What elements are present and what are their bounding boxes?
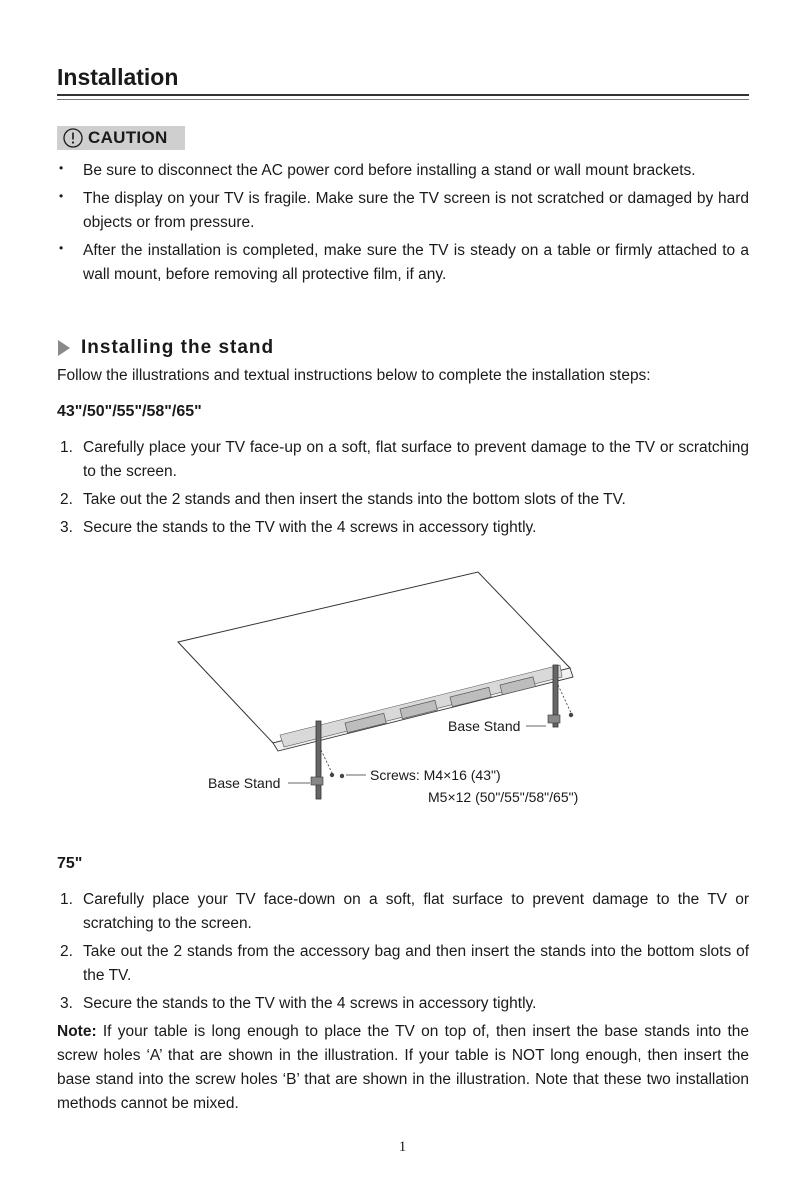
section-heading-label: Installing the stand [81, 337, 275, 358]
base-stand-right-label: Base Stand [448, 718, 521, 734]
caution-item [57, 159, 749, 183]
note-paragraph [57, 1020, 749, 1116]
caution-list [57, 159, 749, 291]
note-label: Note: [57, 1023, 97, 1040]
note-text: If your table is long enough to place the TV on top of, then insert the base stands into the screw holes ‘A’ that are shown in the illustration. If your table is NOT long enough, then insert the base stand into the screw holes ‘B’ that are shown in the illustration. Note that these two installation methods cannot be mixed. [57, 1023, 749, 1112]
screws-label-sizes: M5×12 (50"/55"/58"/65") [428, 789, 579, 805]
tv-stand-illustration [160, 565, 640, 815]
step-number: 2. [60, 943, 73, 960]
base-stand-left-label: Base Stand [208, 775, 281, 791]
step-text: Take out the 2 stands from the accessory bag and then insert the stands into the bottom slots of the TV. [83, 943, 749, 984]
step-number: 1. [60, 439, 73, 456]
step-item [57, 940, 749, 988]
step-item [57, 888, 749, 936]
bullet-dot-icon: • [59, 161, 64, 175]
page-title: Installation [57, 64, 179, 90]
step-number: 2. [60, 491, 73, 508]
caution-item-text: The display on your TV is fragile. Make sure the TV screen is not scratched or damaged by hard objects or from pressure. [83, 190, 749, 231]
title-rule-thick [57, 94, 749, 96]
caution-item [57, 239, 749, 287]
step-text: Take out the 2 stands and then insert the stands into the bottom slots of the TV. [83, 491, 626, 508]
step-item [57, 436, 749, 484]
step-number: 3. [60, 995, 73, 1012]
intro-text: Follow the illustrations and textual instructions below to complete the installation steps: [57, 367, 651, 384]
caution-banner [57, 126, 185, 150]
caution-circle-icon [62, 127, 84, 149]
title-rule-thin [57, 99, 749, 100]
step-text: Secure the stands to the TV with the 4 screws in accessory tightly. [83, 519, 537, 536]
bullet-dot-icon: • [59, 241, 64, 255]
models-b-steps [57, 888, 749, 1020]
step-item [57, 488, 749, 512]
page-number: 1 [398, 1139, 407, 1155]
caution-label: CAUTION [88, 128, 168, 147]
step-text: Carefully place your TV face-up on a soft, flat surface to prevent damage to the TV or scratching to the screen. [83, 439, 749, 480]
bullet-dot-icon: • [59, 189, 64, 203]
models-a-heading: 43"/50"/55"/58"/65" [57, 403, 202, 420]
caution-item-text: Be sure to disconnect the AC power cord before installing a stand or wall mount brackets. [83, 162, 696, 179]
step-number: 3. [60, 519, 73, 536]
step-number: 1. [60, 891, 73, 908]
models-a-steps [57, 436, 749, 544]
section-heading [57, 337, 274, 359]
step-item [57, 516, 749, 540]
models-b-heading: 75" [57, 855, 83, 872]
step-text: Carefully place your TV face-down on a soft, flat surface to prevent damage to the TV or scratching to the screen. [83, 891, 749, 932]
screws-label: Screws: M4×16 (43") [370, 767, 501, 783]
caution-item-text: After the installation is completed, make sure the TV is steady on a table or firmly attached to a wall mount, before removing all protective film, if any. [83, 242, 749, 283]
caution-item [57, 187, 749, 235]
triangle-right-icon [57, 339, 71, 357]
step-item [57, 992, 749, 1016]
step-text: Secure the stands to the TV with the 4 screws in accessory tightly. [83, 995, 537, 1012]
